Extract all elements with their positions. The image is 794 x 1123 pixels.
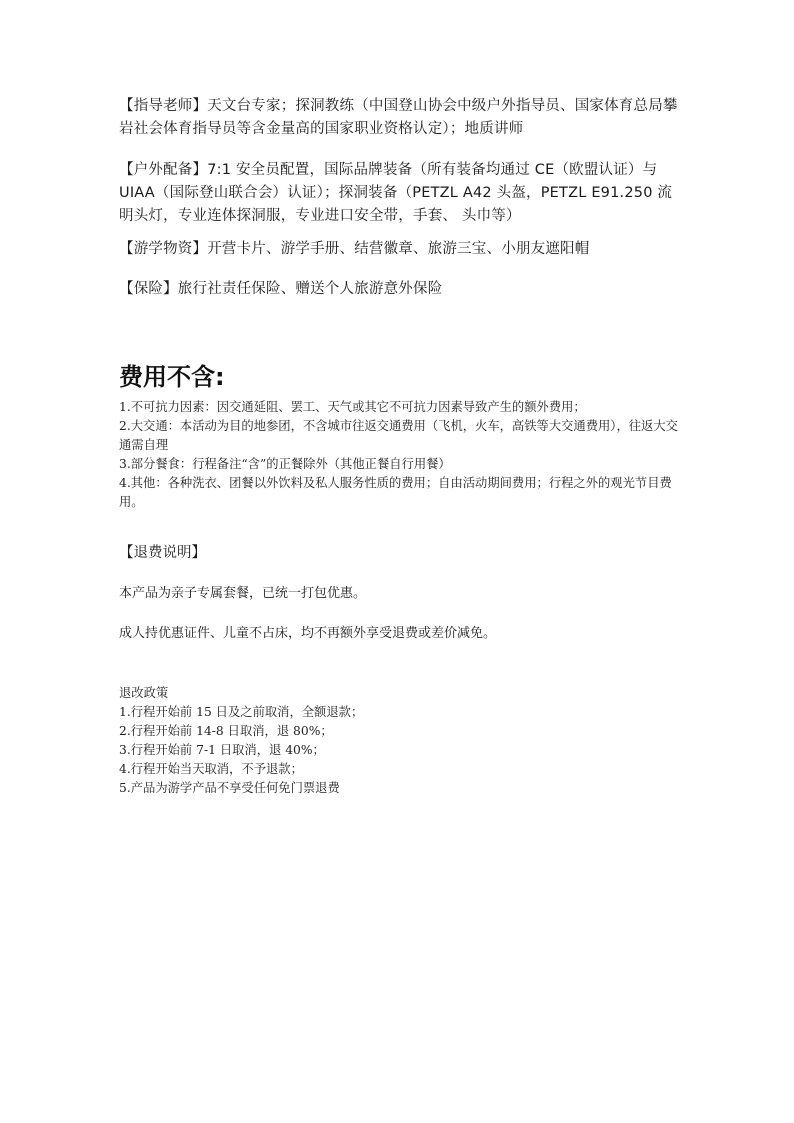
refund-heading: 【退费说明】 [119,545,206,561]
insurance-paragraph: 【保险】旅行社责任保险、赠送个人旅游意外保险 [119,281,443,297]
exclusion-item: 4.其他：各种洗衣、团餐以外饮料及私人服务性质的费用；自由活动期间费用；行程之外的观光节目费用。 [119,476,672,509]
refund-policy-title: 退改政策 [119,686,169,700]
refund-note-package: 本产品为亲子专属套餐，已统一打包优惠。 [119,586,367,601]
refund-policy-item: 2.行程开始前 14-8 日取消，退 80%； [119,724,333,738]
exclusion-item: 1.不可抗力因素：因交通延阻、罢工、天气或其它不可抗力因素导致产生的额外费用； [119,400,586,414]
refund-policy-item: 5.产品为游学产品不享受任何免门票退费 [119,781,340,795]
guide-paragraph: 【指导老师】天文台专家；探洞教练（中国登山协会中级户外指导员、国家体育总局攀岩社会体育指导员等含金量高的国家职业资格认定）；地质讲师 [119,98,678,137]
refund-note-discount: 成人持优惠证件、儿童不占床，均不再额外享受退费或差价减免。 [119,626,497,641]
refund-policy [119,684,679,798]
equipment-paragraph: 【户外配备】7:1 安全员配置，国际品牌装备（所有装备均通过 CE（欧盟认证）与 UIAA（国际登山联合会）认证）；探洞装备（PETZL A42 头盔，PETZL E91.250 流明头灯，专业连体探洞服，专业进口安全带，手套、 头巾等） [119,162,673,224]
exclusion-item: 2.大交通：本活动为目的地参团，不含城市往返交通费用（飞机，火车，高铁等大交通费用），往返大交通需自理 [119,419,678,452]
exclusions-list [119,398,679,512]
refund-policy-item: 3.行程开始前 7-1 日取消，退 40%； [119,743,325,757]
materials-paragraph: 【游学物资】开营卡片、游学手册、结营徽章、旅游三宝、小朋友遮阳帽 [119,241,590,257]
exclusion-item: 3.部分餐食：行程备注“含”的正餐除外（其他正餐自行用餐） [119,457,451,471]
exclusions-title: 费用不含: [119,363,225,391]
refund-policy-item: 4.行程开始当天取消，不予退款； [119,762,303,776]
refund-policy-item: 1.行程开始前 15 日及之前取消，全额退款； [119,705,364,719]
